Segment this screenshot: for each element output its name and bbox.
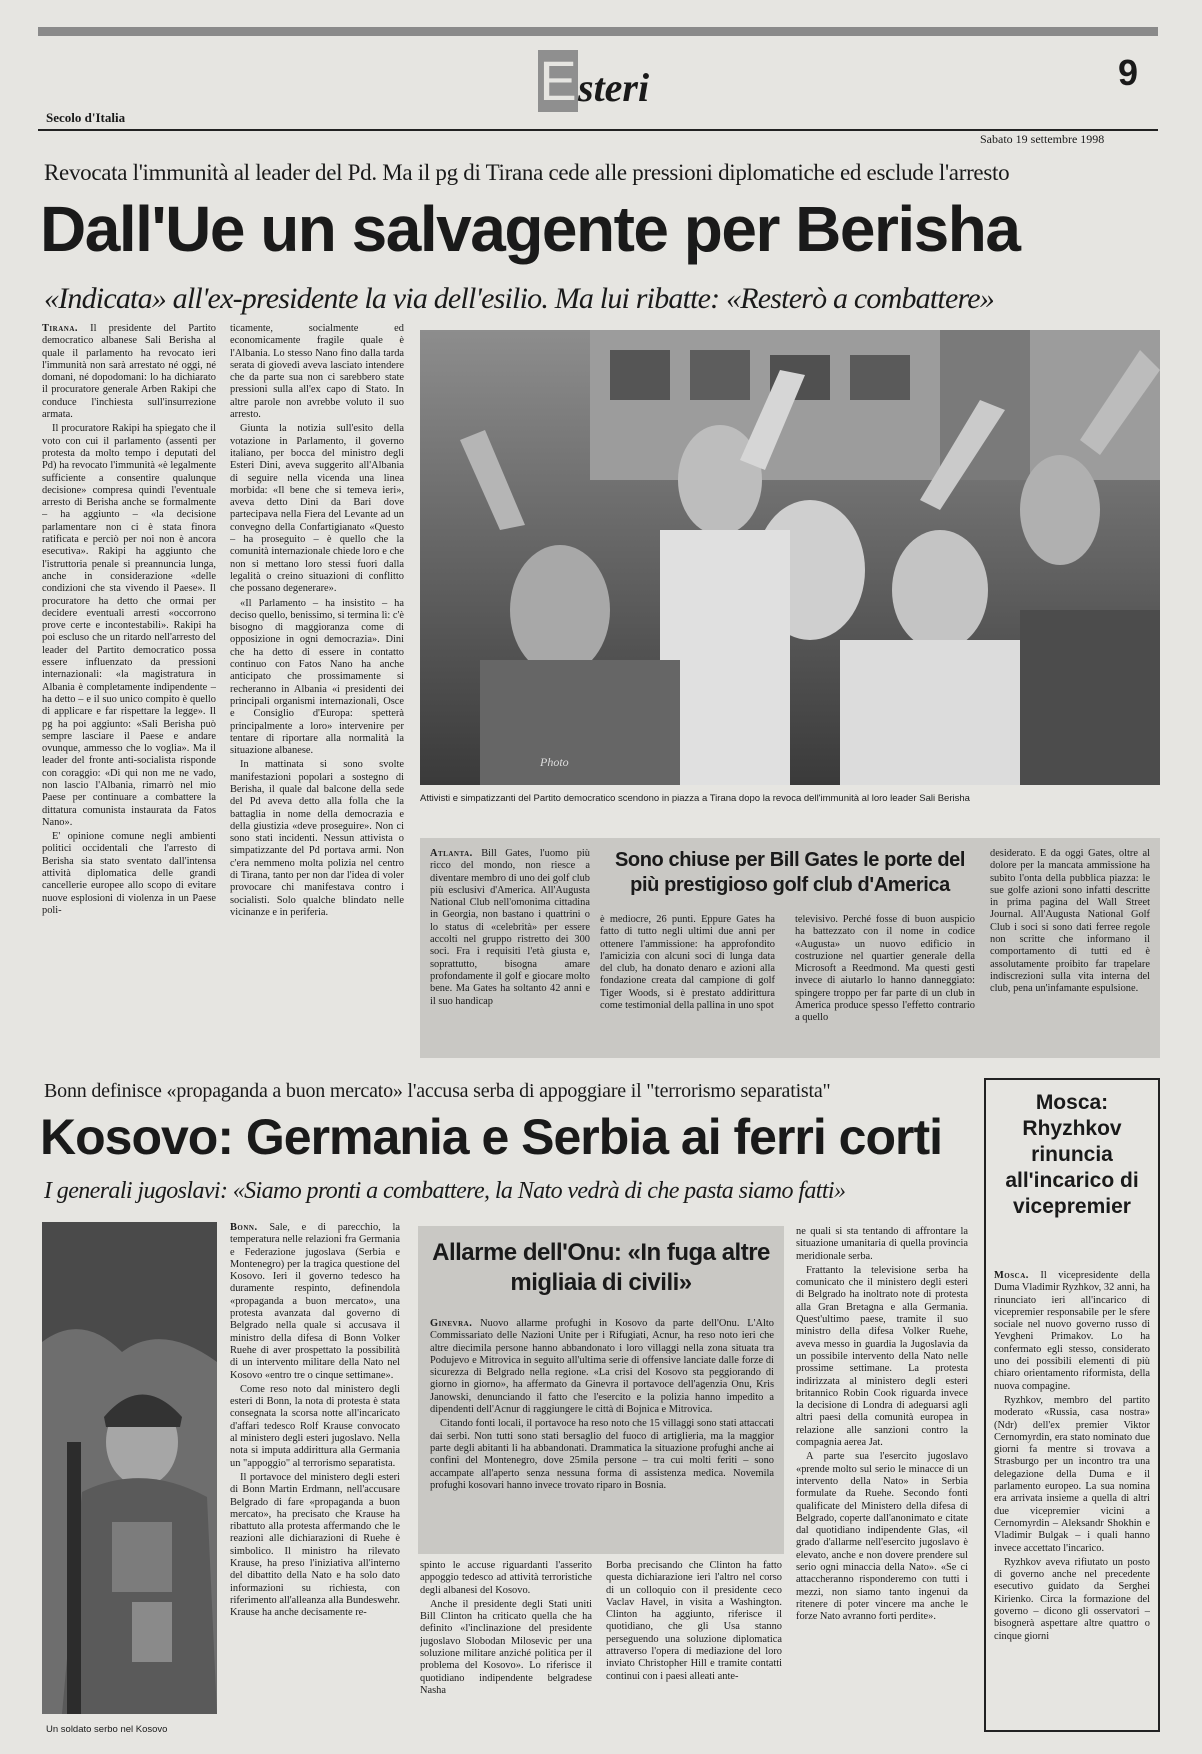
kosovo-col2-p1: spinto le accuse riguardanti l'asserito appoggio tedesco ad attività terroristiche degli albanesi del Kosovo.	[420, 1560, 592, 1596]
paper-name: Secolo d'Italia	[46, 110, 126, 125]
photo-credit: Photo	[540, 755, 569, 769]
kosovo-col4-p2: Frattanto la televisione serba ha comunicato che il ministero degli esteri di Belgrado ha inoltrato note di protesta alla Gran Bretagna e alla Germania. Quest'ultimo paese, tramite il suo ministro della difesa Volker Ruehe, aveva messo in guardia la Jugoslavia da un possibile intervento della Nato nelle prossime settimane. La protesta indirizzata al ministero degli esteri britannico Robin Cook riguarda invece la decisione di Londra di adeguarsi agli altri paesi della comunità europea in relazione alle sanzioni contro la compagnia aerea Jat.	[796, 1264, 968, 1449]
kosovo-headline: Kosovo: Germania e Serbia ai ferri corti	[40, 1109, 942, 1165]
section-title: steri	[578, 65, 650, 110]
gates-column-4	[990, 848, 1150, 1053]
gates-column-1	[430, 848, 590, 1053]
gates-col4-text: desiderato. E da oggi Gates, oltre al dolore per la mancata ammissione ha subìto l'onta della pubblica piazza: le sue golfe azioni sono infatti descritte in prima pagina del Wall Street Journal. All'Augusta National Golf Club i soci si sono dati ferree regole non scritte che informano il comportamento di tutti ed è assolutamente proibito far trapelare indiscrezioni sulla vita interna del club, pena un'infamante espulsione.	[990, 848, 1150, 995]
kosovo-column-2	[420, 1560, 592, 1730]
lead-col2-p3: «Il Parlamento – ha insistito – ha deciso quello, benissimo, si termina lì: c'è bisogno di maggioranza come di opposizione in ogni democrazia». Dini che ha detto di essere in contatto continuo con Fatos Nano ha anche anticipato che prossimamente si recheranno in Albania «i presidenti dei principali organismi internazionali, Osce e Consiglio d'Europa: spetterà principalmente a loro» intervenire per tentare di riportare alla normalità la situazione albanese.	[230, 597, 404, 757]
gates-col2-text: è mediocre, 26 punti. Eppure Gates ha fatto di tutto negli ultimi due anni per ottenere l'ammissione: ha approfondito l'amicizia con alcuni soci di lunga data del club, ha donato denaro e azioni alla fondazione creata dal campione di golf Tiger Woods, si è prestato addirittura come testimonial della pallina in uno spot	[600, 914, 775, 1012]
page-number: 9	[1118, 52, 1139, 93]
onu-body	[430, 1318, 774, 1548]
kosovo-column-1	[230, 1222, 400, 1722]
soldier-photo	[42, 1222, 217, 1714]
issue-date: Sabato 19 settembre 1998	[980, 132, 1105, 146]
protest-photo-caption: Attivisti e simpatizzanti del Partito democratico scendono in piazza a Tirana dopo la revoca dell'immunità al loro leader Sali Berisha	[420, 793, 970, 804]
kosovo-kicker: Bonn definisce «propaganda a buon mercato» l'accusa serba di appoggiare il "terrorismo separatista"	[44, 1080, 831, 1102]
lead-dateline: Tirana.	[42, 323, 78, 334]
kosovo-dateline: Bonn.	[230, 1222, 258, 1233]
onu-dateline: Ginevra.	[430, 1318, 473, 1329]
soldier-photo-caption: Un soldato serbo nel Kosovo	[46, 1724, 168, 1735]
kosovo-col4-p1: ne quali si sta tentando di affrontare la situazione umanitaria di quella provincia meridionale serba.	[796, 1226, 968, 1262]
lead-column-2	[230, 323, 404, 1048]
top-rule	[38, 27, 1158, 36]
lead-col2-p2: Giunta la notizia sull'esito della votazione in Parlamento, il governo italiano, per bocca del ministro degli Esteri Dini, aveva suggerito all'Albania di seguire nella vicenda una linea morbida: «Il bene che si temeva ieri», aveva detto Dini da Bari dove partecipava nella Fiera del Levante ad un convegno della Confartigianato «Questo – ha proseguito – è quello che la comunità internazionale chiede loro e che non si mettano loro stessi fuori dalla legalità o creino situazioni di conflitto che possano degenerare».	[230, 423, 404, 595]
mosca-headline: Mosca: Rhyzhkov rinuncia all'incarico di vicepremier	[1005, 1091, 1139, 1218]
onu-body-p2: Citando fonti locali, il portavoce ha reso noto che 15 villaggi sono stati attaccati dai serbi. Non tutti sono stati bersaglio del fuoco di artiglieria, ma la maggior parte degli abitanti li ha abbandonati. Drammatica la situazione profughi anche ai confini del Montenegro, dove 25mila persone – tra cui molti feriti – sono accampate all'aperto senza nessuna forma di assistenza medica. Novemila profughi kosovari hanno invece trovato riparo in Bosnia.	[430, 1418, 774, 1491]
protest-photo-illustration	[420, 330, 1160, 785]
kosovo-subhead: I generali jugoslavi: «Siamo pronti a combattere, la Nato vedrà di che pasta siamo fatti»	[44, 1178, 846, 1204]
section-initial-box	[538, 50, 578, 112]
lead-col2-p1: ticamente, socialmente ed economicamente fragile quale è l'Albania. Lo stesso Nano fino dalla tarda serata di giovedì aveva lasciato intendere che da parte sua non ci sarebbero state pressioni sulla all'ex capo di Stato. In altre parole non avrebbe voluto il suo arresto.	[230, 323, 404, 421]
gates-col1-text: Bill Gates, l'uomo più ricco del mondo, non riesce a diventare membro di uno dei golf club più esclusivi d'America. All'Augusta National Club nell'omonima cittadina in Georgia, non bastano i quattrini o lo status di «celebrità» per essere accolti nel gruppo ristretto dei 300 soci. Fra i requisiti l'età giusta e, soprattutto, bisogna amare profondamente il golf e giocare molto bene. Ma Gates ha soltanto 42 anni e il suo handicap	[430, 848, 590, 1007]
kosovo-column-4	[796, 1226, 968, 1730]
lead-col1-p1: Il presidente del Partito democratico albanese Sali Berisha al quale il parlamento ha revocato ieri l'immunità non sarà arrestato né oggi, né domani, né dopodomani: lo ha dichiarato il procuratore generale Arben Rakipi che conduce l'inchiesta sull'insurrezione armata.	[42, 323, 216, 421]
lead-col2-p4: In mattinata si sono svolte manifestazioni popolari a sostegno di Berisha, il quale dal balcone della sede del Pd aveva detto alla folla che la battaglia in nome della democrazia e della giustizia «deve proseguire». Non ci sono stati incidenti. Nessun attivista o simpatizzante del Pd portava armi. Non c'era nemmeno molta polizia nel centro di Tirana, tanto per non dar l'idea di voler provocare chi manifestava contro i socialisti. Solo qualche blindato nelle vicinanze e in periferia.	[230, 759, 404, 918]
mosca-body-p2: Ryzhkov, membro del partito moderato «Russia, casa nostra» (Ndr) dell'ex premier Viktor Cernomyrdin, era stato nominato due giorni fa mentre si trovava a Strasburgo per un incontro tra una delegazione della Duma e il parlamento europeo. La sua nomina era arrivata insieme a quella di altri due vicepremier vicini a Cernomyrdin – Aleksandr Shokhin e Vladimir Bulgak – i quali hanno invece accettato l'incarico.	[994, 1394, 1150, 1554]
gates-dateline: Atlanta.	[430, 848, 473, 859]
masthead-rule	[38, 129, 1158, 131]
kosovo-col4-p3: A parte sua l'esercito jugoslavo «prende molto sul serio le minacce di un intervento della Nato» in Serbia formulate da Ruehe. Secondo fonti qualificate del Ministero della difesa di Belgrado, coperte dall'anonimato e citate dal quotidiano indipendente Glas, «il grado d'allarme nell'esercito jugoslavo è elevato, anche e non dovere prendere sul serio ogni minaccia della Nato». «Se ci attaccheranno risponderemo con tutti i mezzi, non siamo tanto ingenui da ritenere di poter vincere ma anche le forze Nato avranno forti perdite».	[796, 1451, 968, 1623]
kosovo-col1-p3: Il portavoce del ministero degli esteri di Bonn Martin Erdmann, nell'accusare Belgrado di fare «propaganda a buon mercato», ha precisato che Krause ha ribattuto alla protesta affermando che le reazioni alle dichiarazioni di Ruehe è simbolico. Il ministro ha rilevato Krause, ha preso l'iniziativa all'interno del dibattito della Nato e ha solo dato informazioni su richiesta, con riferimento all'alleanza alla Bundeswehr. Krause ha anche decisamente re-	[230, 1471, 400, 1619]
gates-column-2	[600, 914, 775, 1054]
kosovo-col3-p1: Borba precisando che Clinton ha fatto questa dichiarazione ieri l'altro nel corso di un colloquio con il presidente ceco Vaclav Havel, in visita a Washington. Clinton ha aggiunto, riferisce il quotidiano, che gli Usa stanno perseguendo una soluzione diplomatica attraverso l'opera di mediazione del loro inviato Christopher Hill e tramite contatti continui con i paesi alleati ante-	[606, 1560, 782, 1682]
lead-column-1	[42, 323, 216, 1048]
gates-col3-text: televisivo. Perché fosse di buon auspicio ha battezzato con il nome in codice «Augusta» un nuovo edificio in costruzione nel quartier generale della Microsoft a Reedmond. Ma questi gesti invece di aiutarlo lo hanno danneggiato: spingere troppo per far parte di un club in America produce spesso l'effetto contrario a quello	[795, 914, 975, 1024]
section-initial: E	[539, 49, 577, 112]
gates-column-3	[795, 914, 975, 1054]
gates-headline: Sono chiuse per Bill Gates le porte del più prestigioso golf club d'America	[614, 849, 966, 896]
protest-photo	[420, 330, 1160, 785]
lead-col1-p2: Il procuratore Rakipi ha spiegato che il voto con cui il parlamento (assenti per protesta da molto tempo i deputati del Pd) ha revocato l'immunità «è legalmente sufficiente a consentire qualunque decisione» compresa quindi l'eventuale arresto di Berisha anche se formalmente – ha aggiunto – «la decisione parlamentare non ci è stata finora ratificata e perciò per noi non è ancora esecutiva». Rakipi ha aggiunto che l'istruttoria penale si preannuncia lunga, anche in considerazione «delle condizioni che sta vivendo il Paese». Il procuratore ha detto che ormai per decidere eventuali arresti «occorrono prove certe e incontestabili». Rakipi ha poi escluso che un ritardo nell'arresto del leader del Partito democratico possa essere influenzato da pressioni internazionali: «la magistratura in Albania è completamente indipendente – ha detto – e il suo unico compito è quello di applicare e far rispettare la legge». Il pg ha poi aggiunto: «Sali Berisha può sempre lasciare il Paese e andare ovunque, ammesso che lo voglia». Ma il leader del fronte anti-socialista risponde con coraggio: «Di qui non me ne vado, non lascio l'Albania, rimarrò nel mio Paese per continuare a combattere la dittatura comunista instaurata da Fatos Nano».	[42, 423, 216, 828]
lead-subhead: «Indicata» all'ex-presidente la via dell'esilio. Ma lui ribatte: «Resterò a combattere»	[44, 282, 994, 315]
kosovo-col1-p2: Come reso noto dal ministero degli esteri di Bonn, la nota di protesta è stata consegnata la scorsa notte all'incaricato d'affari tedesco Rolf Krause convocato al ministero degli esteri jugoslavo. Nella nota si imputa addirittura alla Germania un "appoggio" al terrorismo separatista.	[230, 1383, 400, 1469]
kosovo-column-3	[606, 1560, 782, 1730]
mosca-dateline: Mosca.	[994, 1270, 1029, 1281]
lead-col1-p3: E' opinione comune negli ambienti politici occidentali che l'arresto di Berisha sia stato sventato dall'intensa attività diplomatica delle grandi cancellerie europee allo scopo di evitare nuove esplosioni di violenza in un Paese poli-	[42, 831, 216, 916]
mosca-body	[994, 1270, 1150, 1726]
lead-kicker: Revocata l'immunità al leader del Pd. Ma il pg di Tirana cede alle pressioni diplomatiche ed esclude l'arresto	[44, 160, 1010, 185]
mosca-body-p3: Ryzhkov aveva rifiutato un posto di governo anche nel precedente esecutivo guidato da Serghei Kirienko. Circa la formazione del governo – dicono gli osservatori – bisognerà aspettare altre quattro o cinque giorni	[994, 1556, 1150, 1642]
lead-headline: Dall'Ue un salvagente per Berisha	[40, 193, 1020, 265]
onu-headline: Allarme dell'Onu: «In fuga altre migliaia di civili»	[432, 1239, 770, 1296]
soldier-photo-illustration	[42, 1222, 217, 1714]
mosca-body-p1: Il vicepresidente della Duma Vladimir Ryzhkov, 32 anni, ha rinunciato ieri all'incarico di vicepremier responsabile per le sfere sociale nel nuovo governo russo di Yevgheni Primakov. Lo ha confermato egli stesso, considerato uno dei possibili elementi di più chiaro orientamento riformista, della nuova compagine.	[994, 1270, 1150, 1392]
kosovo-col2-p2: Anche il presidente degli Stati uniti Bill Clinton ha criticato quella che ha definito «l'inclinazione del presidente jugoslavo Slobodan Milosevic per una soluzione militare anziché politica per il problema del Kosovo». Lo riferisce il quotidiano indipendente belgradese Nasha	[420, 1598, 592, 1696]
onu-body-p1: Nuovo allarme profughi in Kosovo da parte dell'Onu. L'Alto Commissariato delle Nazioni Unite per i Rifugiati, Acnur, ha reso noto ieri che altre diecimila persone hanno abbandonato i loro villaggi nella zona situata tra Podujevo e Mitrovica in seguito all'ultima serie di offensive lanciate dalle forze di sicurezza di Belgrado nella regione. «La crisi del Kosovo sta peggiorando di giorno in giorno», ha affermato da Ginevra il portavoce dell'agenzia Onu, Kris Janowski, denunciando il fatto che l'esercito e la polizia hanno impedito a dipendenti dell'Acnur di raggiungere le città di Bojnica e Mitrovica.	[430, 1318, 774, 1416]
kosovo-col1-p1: Sale, e di parecchio, la temperatura nelle relazioni fra Germania e Federazione jugoslava (Serbia e Montenegro) per la tragica questione del Kosovo. Ieri il governo tedesco ha duramente respinto, definendola «propaganda a buon mercato», una protesta avanzata dal governo di Belgrado nella quale si accusava il ministro della difesa di Bonn Volker Ruehe di aver prospettato la possibilità di un intervento militare della Nato nel Kosovo «entro tre o cinque settimane».	[230, 1222, 400, 1381]
